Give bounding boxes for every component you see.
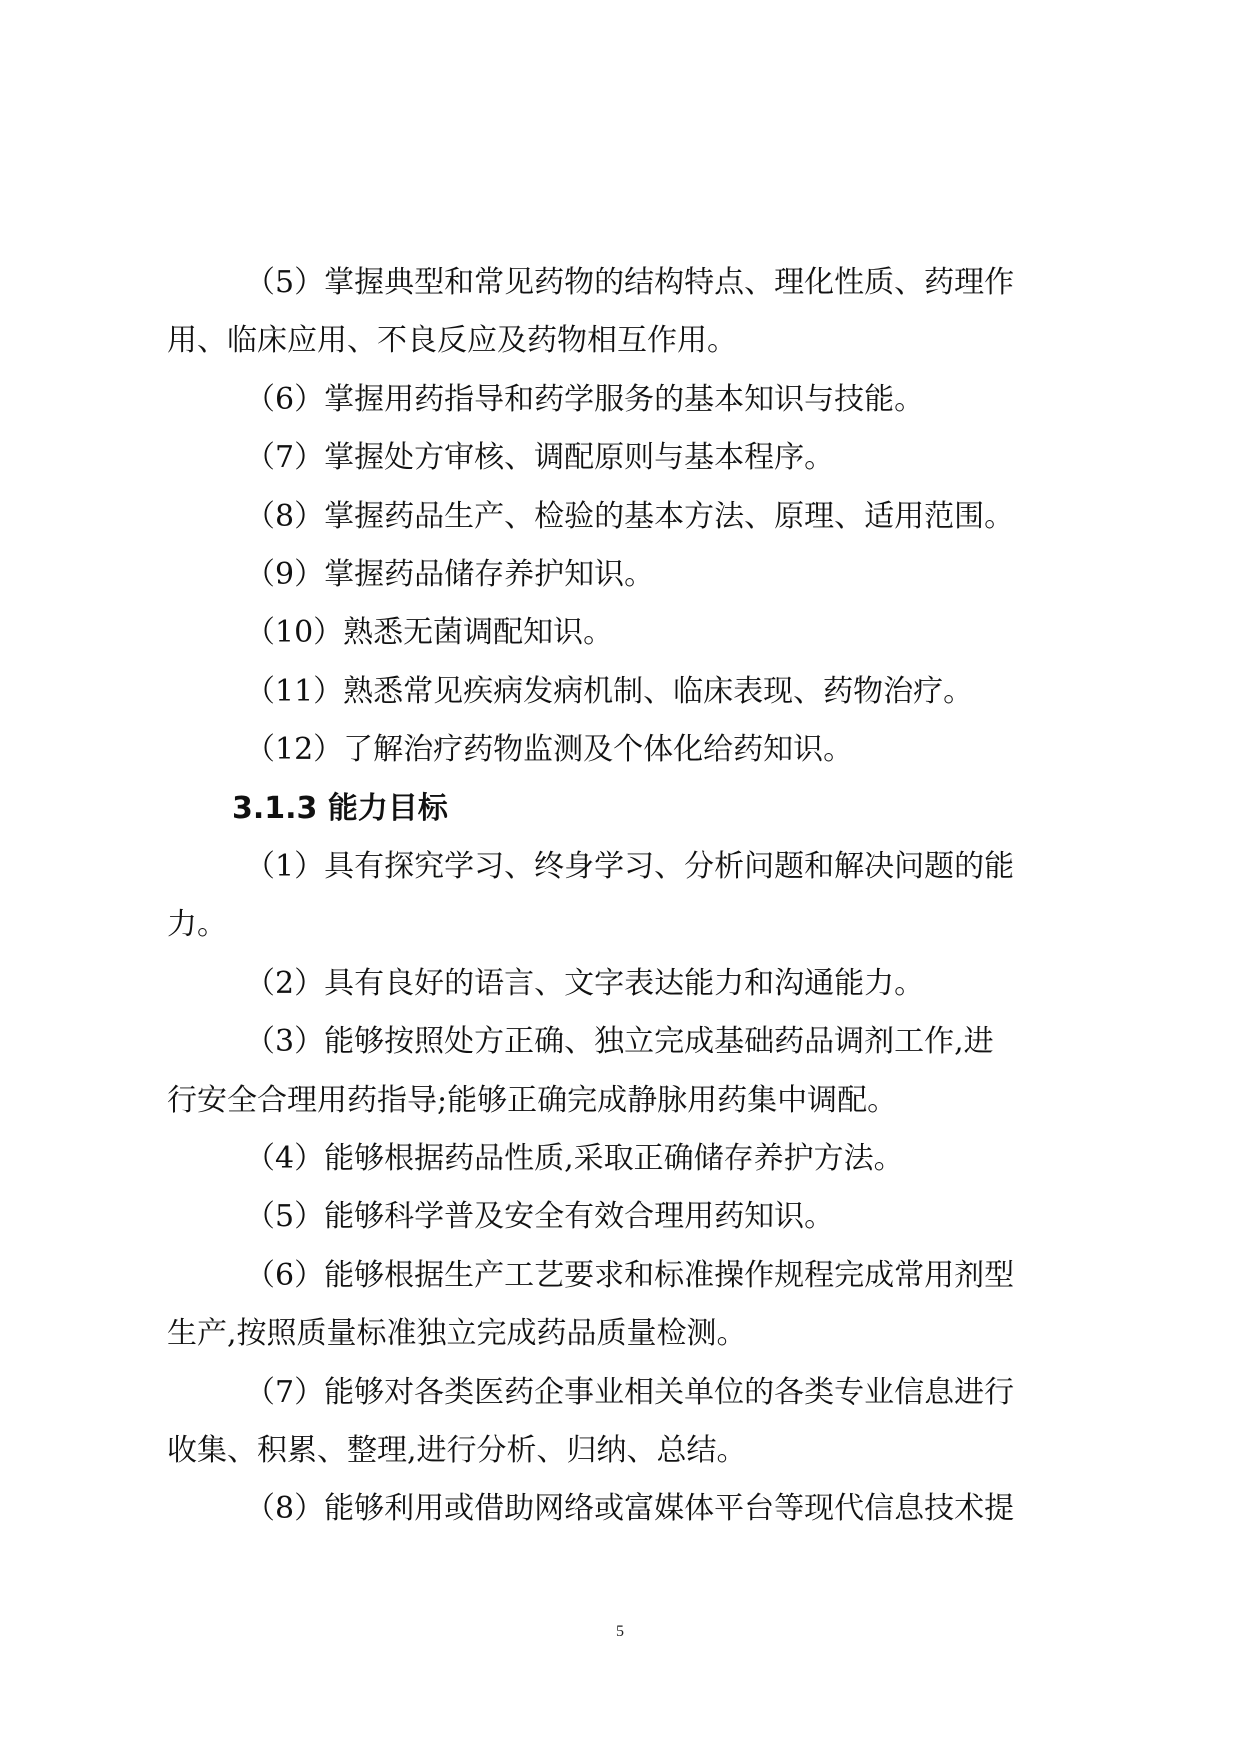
paragraph-line: （12）了解治疗药物监测及个体化给药知识。: [245, 732, 854, 767]
page-number: 5: [616, 1623, 624, 1640]
paragraph-line: 收集、积累、整理,进行分析、归纳、总结。: [167, 1433, 747, 1468]
paragraph-line: （2）具有良好的语言、文字表达能力和沟通能力。: [245, 966, 925, 1001]
paragraph-line: 行安全合理用药指导;能够正确完成静脉用药集中调配。: [167, 1083, 898, 1118]
paragraph-line: 力。: [167, 907, 227, 942]
paragraph-line: （8）能够利用或借助网络或富媒体平台等现代信息技术提: [245, 1491, 1015, 1526]
paragraph-line: （4）能够根据药品性质,采取正确储存养护方法。: [245, 1141, 904, 1176]
paragraph-line: （10）熟悉无菌调配知识。: [245, 615, 614, 650]
paragraph-line: （5）能够科学普及安全有效合理用药知识。: [245, 1199, 835, 1234]
paragraph-line: （7）掌握处方审核、调配原则与基本程序。: [245, 440, 835, 475]
paragraph-line: （8）掌握药品生产、检验的基本方法、原理、适用范围。: [245, 499, 1015, 534]
paragraph-line: （9）掌握药品储存养护知识。: [245, 557, 655, 592]
section-heading: 3.1.3 能力目标: [232, 791, 448, 826]
paragraph-line: （5）掌握典型和常见药物的结构特点、理化性质、药理作: [245, 265, 1015, 300]
paragraph-line: （1）具有探究学习、终身学习、分析问题和解决问题的能: [245, 849, 1015, 884]
paragraph-line: 用、临床应用、不良反应及药物相互作用。: [167, 323, 737, 358]
paragraph-line: （3）能够按照处方正确、独立完成基础药品调剂工作,进: [245, 1024, 994, 1059]
paragraph-line: （6）能够根据生产工艺要求和标准操作规程完成常用剂型: [245, 1258, 1015, 1293]
paragraph-line: 生产,按照质量标准独立完成药品质量检测。: [167, 1316, 747, 1351]
paragraph-line: （6）掌握用药指导和药学服务的基本知识与技能。: [245, 382, 925, 417]
paragraph-line: （11）熟悉常见疾病发病机制、临床表现、药物治疗。: [245, 674, 974, 709]
paragraph-line: （7）能够对各类医药企事业相关单位的各类专业信息进行: [245, 1375, 1015, 1410]
